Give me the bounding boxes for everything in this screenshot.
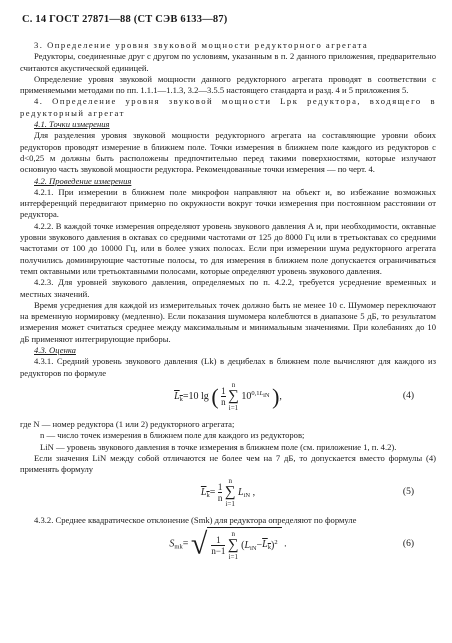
paragraph: 4.3.1. Средний уровень звукового давления (Lk) в децибелах в ближнем поле вычисляют для каждого из редукторов по формуле: [20, 356, 436, 378]
body-text: [20, 40, 436, 571]
paragraph: Для разделения уровня звуковой мощности редукторного агрегата на составляющие уровни обоих редукторов проводят измерение в ближнем поле. Точки измерения в ближнем поле каждого из редукторов с d<0,25 м должны быть расположены предпочтительно перед такими поверхностями, которые излучают основную часть звуковой мощности редуктора. Рекомендованные точки измерения — по черт. 4.: [20, 130, 436, 175]
formula-number: (6): [402, 538, 414, 549]
paragraph: 4.2.1. При измерении в ближнем поле микрофон направляют на объект и, во избежание возможных интерференций передвигают примерно по окружности вокруг точки измерения при постоянном расстоянии от редуктора.: [20, 186, 436, 220]
formula-5: $L_k= \frac{1}{n}$ n ∑ i=1 $L_{iN}$ , (5): [200, 477, 414, 509]
paragraph: LiN — уровень звукового давления в точке измерения в ближнем поле (см. приложение 1, п. 4.2).: [40, 441, 397, 452]
paragraph: Определение уровня звуковой мощности данного редукторного агрегата проводят в соответствии с применяемыми методами по пп. 1.1.1—1.1.3, 3.2—3.5.5 настоящего стандарта и разд. 4 и 5 приложения 5.: [20, 73, 436, 96]
formula-4: $L_k=10$ lg ( $\frac{1}{n}$ n ∑ i=1 $10^{0,1L_{iN}}$ ), (4): [174, 380, 414, 412]
paragraph: Если значения LiN между собой отличаются не более чем на 7 дБ, то допускается вместо формулы (4) применять формулу: [20, 452, 436, 475]
page-header: С. 14 ГОСТ 27871—88 (СТ СЭВ 6133—87): [22, 14, 228, 25]
paragraph: Время усреднения для каждой из измерительных точек должно быть не менее 10 с. Шумомер переключают на временную нормировку (медленно). Если показания шумомера колеблются в диапазоне 5 дБ, то результатом измерения может считаться среднее между максимальным и минимальным значениями. При колебаниях до 10 дБ применяют интегрирующие приборы.: [20, 299, 436, 344]
subsection-title: 4.3. Оценка: [34, 345, 76, 356]
paragraph: n — число точек измерения в ближнем поле для каждого из редукторов;: [40, 430, 305, 441]
formula-number: (5): [402, 487, 414, 498]
section-4-title: 4. Определение уровня звуковой мощности Lрк редуктора, входящего в редукторный агрегат: [20, 96, 436, 118]
paragraph: 4.2.2. В каждой точке измерения определяют уровень звукового давления A и, при необходимости, октавные уровни звукового давления в октавах со средними частотами от 125 до 8000 Гц или в третьоктавах со средними частотами от 100 до 10000 Гц, или в более узких полосах. Если при измерении шума редукторного агрегата получились доминирующие частотные полосы, то для измерения в ближнем поле допускается ограничиваться темп октавными или третьоктавными полосами, которые определяют уровень звукового давления.: [20, 220, 436, 276]
paragraph: 4.2.3. Для уровней звукового давления, определяемых по п. 4.2.2, требуется усреднение временных и местных значений.: [20, 277, 436, 299]
subsection-title: 4.1. Точки измерения: [34, 119, 110, 130]
formula-6: $S_{mk}=$ √ $\frac{1}{n-1}$ n ∑ i=1 $(L_{iN}-L_k)^2$ . (6): [169, 527, 414, 561]
paragraph: Редукторы, соединенные друг с другом по условиям, указанным в п. 2 данного приложения, предварительно считаются акустической единицей.: [20, 51, 436, 73]
subsection-title: 4.2. Проведение измерения: [34, 175, 132, 186]
section-3-title: 3. Определение уровня звуковой мощности редукторного агрегата: [34, 40, 369, 50]
formula-number: (4): [402, 390, 414, 401]
paragraph: где N — номер редуктора (1 или 2) редукторного агрегата;: [20, 418, 235, 429]
paragraph: 4.3.2. Среднее квадратическое отклонение (Smk) для редуктора определяют по формуле: [34, 515, 357, 526]
